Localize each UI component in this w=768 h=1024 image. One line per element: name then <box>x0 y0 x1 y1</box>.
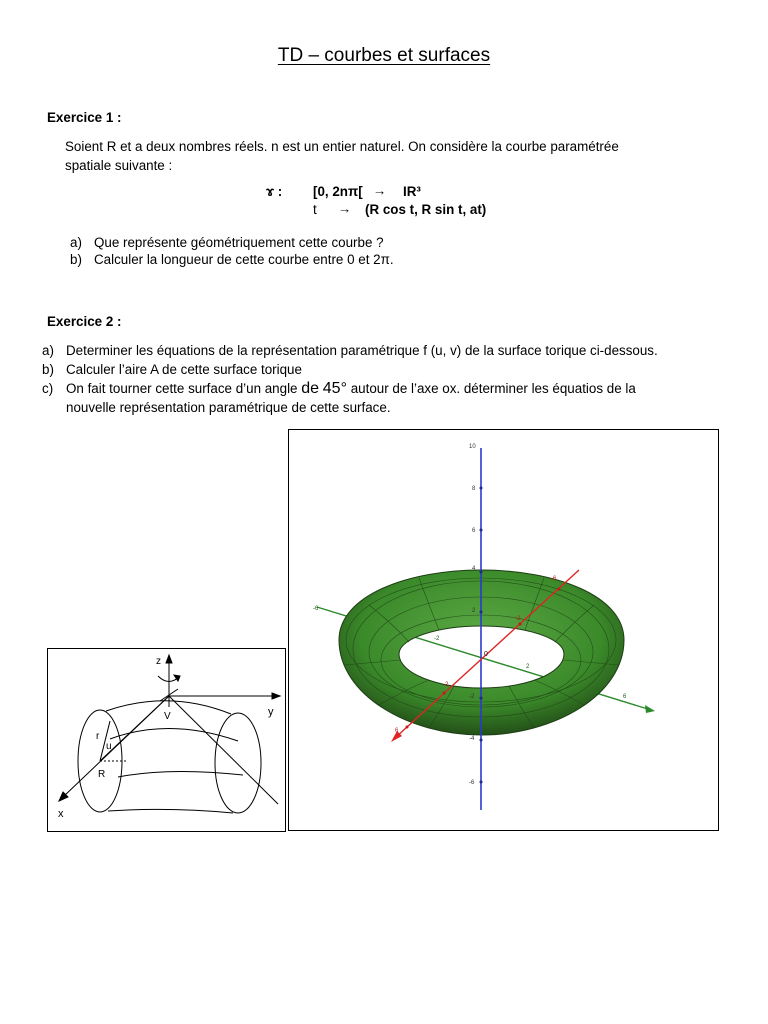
question-2c-line2: nouvelle représentation paramétrique de cette surface. <box>66 400 391 415</box>
torus-3d-svg <box>289 430 718 830</box>
lower-curve <box>118 771 243 777</box>
y-axis-arrowhead <box>272 693 280 699</box>
label-r: r <box>96 731 100 742</box>
label-u: u <box>106 741 112 752</box>
map-arrow-2: → <box>338 201 352 216</box>
label-z: z <box>156 656 161 667</box>
y-tick: -6 <box>313 606 319 612</box>
map-symbol: ɤ : <box>266 184 283 199</box>
x-tick: -2 <box>515 616 521 622</box>
page-title: TD – courbes et surfaces <box>277 45 491 66</box>
z-tick: 2 <box>472 608 476 614</box>
y-tick: 6 <box>623 694 627 700</box>
map-arrow-1: → <box>373 183 387 198</box>
y-tick: -2 <box>434 636 440 642</box>
x-tick: 2 <box>445 682 449 688</box>
x-tick: -6 <box>551 576 557 582</box>
label-x: x <box>58 808 64 820</box>
upper-curve <box>110 728 238 741</box>
exercise2-heading: Exercice 2 : <box>47 314 122 329</box>
torus-sketch-svg <box>48 649 285 831</box>
question-2a: a) Determiner les équations de la représentation paramétrique f (u, v) de la surface torique ci-dessous. <box>42 343 658 358</box>
map-codomain: IR³ <box>403 184 421 199</box>
z-axis-arrowhead <box>166 655 172 663</box>
torus-3d-figure <box>288 429 719 831</box>
label-y: y <box>268 706 274 718</box>
exercise1-intro-line2: spatiale suivante : <box>65 158 173 173</box>
question-1a: a) Que représente géométriquement cette courbe ? <box>70 235 384 250</box>
right-section-ellipse <box>215 713 261 813</box>
y-tick: 2 <box>526 664 530 670</box>
z-tick: 4 <box>472 566 476 572</box>
origin-label: 0 <box>484 651 488 658</box>
angle-value: 45° <box>322 380 347 397</box>
exercise1-questions <box>70 233 394 269</box>
z-tick: -4 <box>469 736 475 742</box>
x-tick: 6 <box>395 728 399 734</box>
z-tick: 8 <box>472 486 476 492</box>
question-2b: b) Calculer l’aire A de cette surface torique <box>42 362 302 377</box>
apex-line-right <box>169 696 278 804</box>
torus-sketch-figure <box>47 648 286 832</box>
map-image: (R cos t, R sin t, at) <box>365 202 487 217</box>
map-domain: [0, 2nπ[ <box>313 184 363 199</box>
map-variable: t <box>313 202 317 217</box>
bottom-curve <box>108 809 233 813</box>
exercise1-heading: Exercice 1 : <box>47 110 122 125</box>
z-tick: -6 <box>469 780 475 786</box>
label-v: V <box>164 711 171 722</box>
label-R: R <box>98 769 106 780</box>
exercise2-questions <box>42 341 742 417</box>
z-tick: 10 <box>469 444 476 450</box>
z-tick: 6 <box>472 528 476 534</box>
y-axis-3d-arrowhead <box>645 705 655 713</box>
z-tick: -2 <box>469 694 475 700</box>
question-1b: b) Calculer la longueur de cette courbe entre 0 et 2π. <box>70 252 394 267</box>
question-2c: c) On fait tourner cette surface d’un angle de 45° autour de l’axe ox. déterminer les équatios de la <box>42 380 636 397</box>
exercise1-intro-line1: Soient R et a deux nombres réels. n est un entier naturel. On considère la courbe paramétrée <box>65 139 619 154</box>
